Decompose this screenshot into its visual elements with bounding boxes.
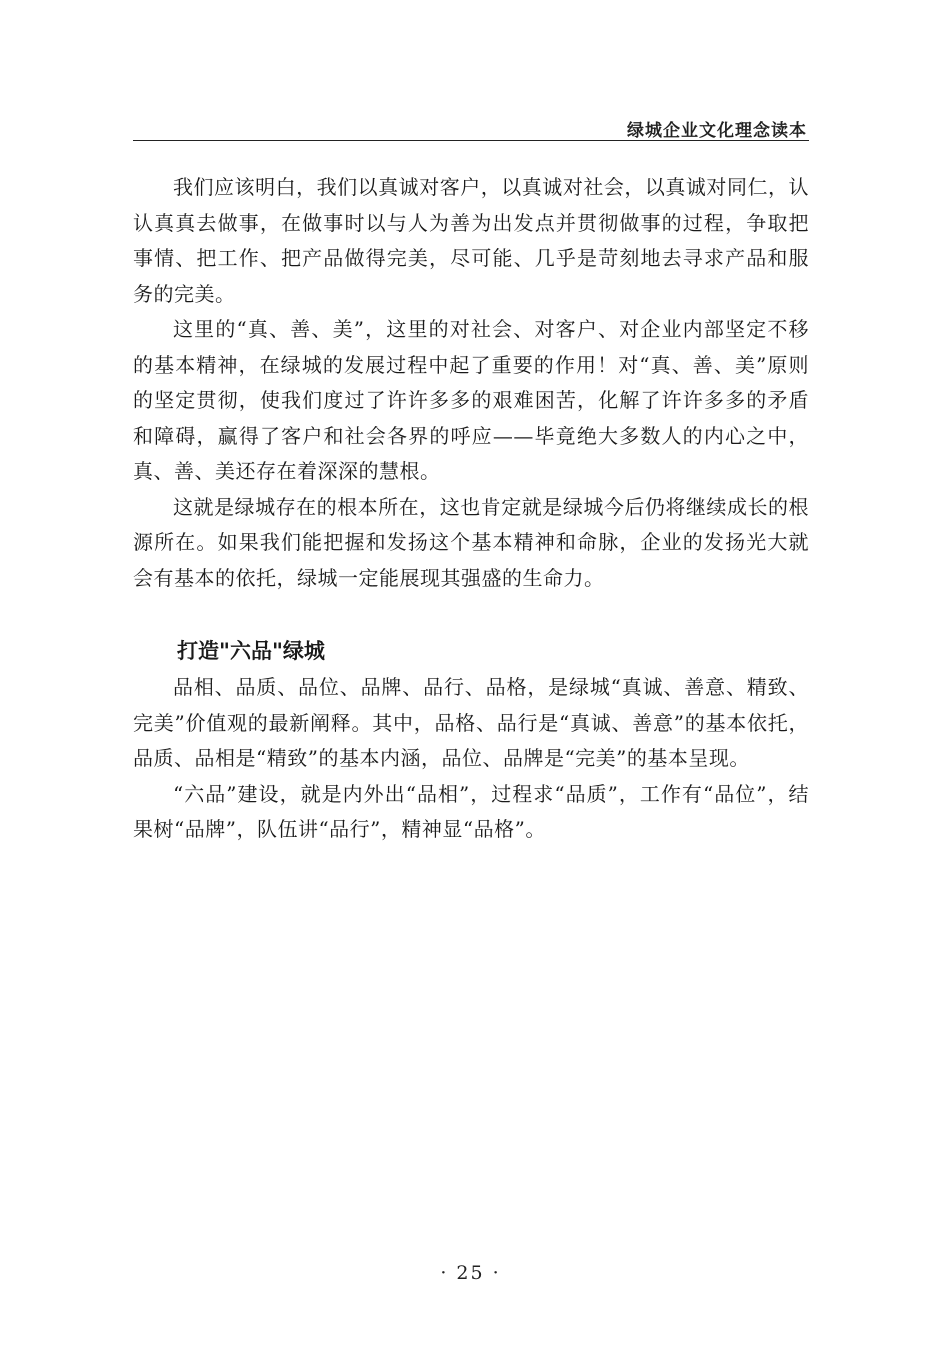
section-heading: 打造"六品"绿城 [177, 639, 325, 663]
section-paragraph: 品相、品质、品位、品牌、品行、品格，是绿城“真诚、善意、精致、完美”价值观的最新阐释。其中，品格、品行是“真诚、善意”的基本依托，品质、品相是“精致”的基本内涵，品位、品牌是“完美”的基本呈现。 [133, 675, 809, 770]
page-body [133, 170, 809, 848]
running-header [133, 112, 809, 141]
page-number: · 25 · [440, 1262, 501, 1284]
section-paragraph: “六品”建设，就是内外出“品相”，过程求“品质”，工作有“品位”，结果树“品牌”，队伍讲“品行”，精神显“品格”。 [133, 781, 809, 841]
body-paragraph: 这里的“真、善、美”，这里的对社会、对客户、对企业内部坚定不移的基本精神，在绿城的发展过程中起了重要的作用！对“真、善、美”原则的坚定贯彻，使我们度过了许许多多的艰难困苦，化解了许许多多的矛盾和障碍，赢得了客户和社会各界的呼应——毕竟绝大多数人的内心之中，真、善、美还存在着深深的慧根。 [133, 317, 809, 483]
running-header-title: 绿城企业文化理念读本 [627, 121, 807, 141]
body-paragraph: 这就是绿城存在的根本所在，这也肯定就是绿城今后仍将继续成长的根源所在。如果我们能把握和发扬这个基本精神和命脉，企业的发扬光大就会有基本的依托，绿城一定能展现其强盛的生命力。 [133, 494, 809, 590]
body-paragraph: 我们应该明白，我们以真诚对客户，以真诚对社会，以真诚对同仁，认认真真去做事，在做事时以与人为善为出发点并贯彻做事的过程，争取把事情、把工作、把产品做得完美，尽可能、几乎是苛刻地去寻求产品和服务的完美。 [133, 175, 809, 306]
